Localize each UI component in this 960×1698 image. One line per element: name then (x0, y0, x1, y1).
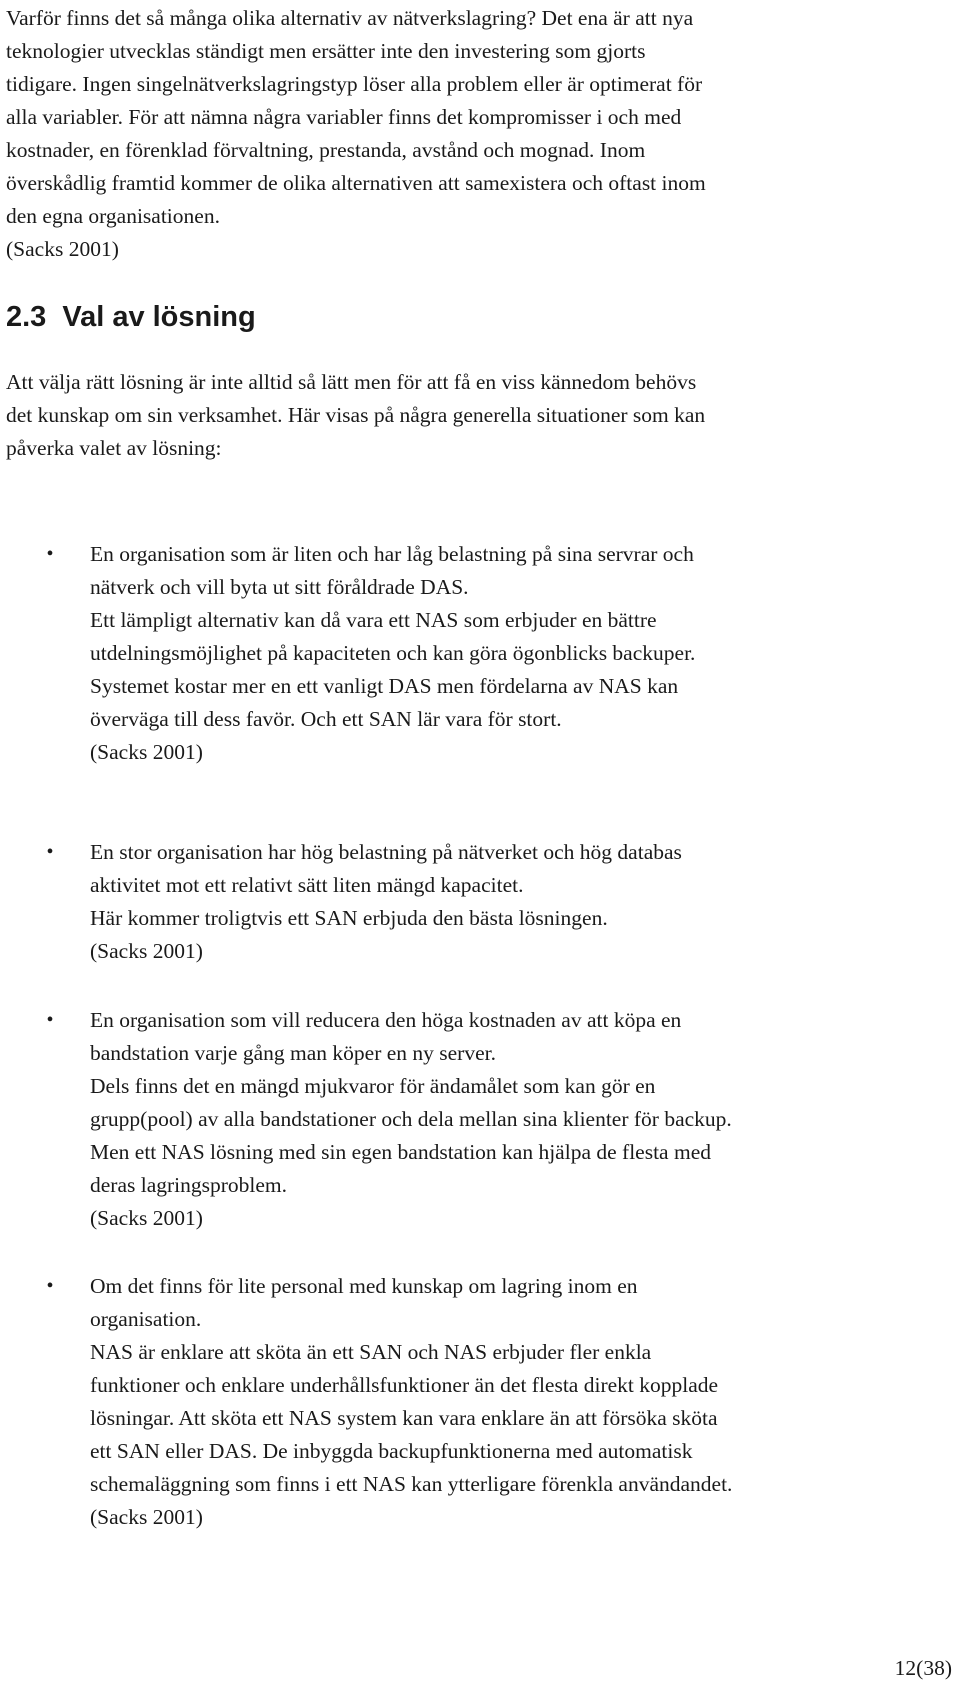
text-line: Ett lämpligt alternativ kan då vara ett NAS som erbjuder en bättre (90, 608, 657, 632)
text-line: tidigare. Ingen singelnätverkslagringstyp löser alla problem eller är optimerat för (6, 72, 703, 96)
page-number: 12(38) (894, 1656, 952, 1680)
text-line: Varför finns det så många olika alternativ av nätverkslagring? Det ena är att nya (6, 6, 694, 30)
text-line: deras lagringsproblem. (90, 1173, 288, 1197)
text-line: bandstation varje gång man köper en ny server. (90, 1041, 496, 1065)
text-line: utdelningsmöjlighet på kapaciteten och kan göra ögonblicks backuper. (90, 641, 696, 665)
lead-paragraph (6, 366, 960, 465)
text-line: Dels finns det en mängd mjukvaror för ändamålet som kan gör en (90, 1074, 656, 1098)
text-line: Att välja rätt lösning är inte alltid så lätt men för att få en viss kännedom behövs (6, 370, 697, 394)
text-line: Om det finns för lite personal med kunskap om lagring inom en (90, 1274, 638, 1298)
citation: (Sacks 2001) (6, 237, 119, 261)
intro-paragraph (6, 2, 960, 266)
text-line: En organisation som vill reducera den höga kostnaden av att köpa en (90, 1008, 682, 1032)
text-line: funktioner och enklare underhållsfunktioner än det flesta direkt kopplade (90, 1373, 719, 1397)
text-line: NAS är enklare att sköta än ett SAN och NAS erbjuder fler enkla (90, 1340, 652, 1364)
citation: (Sacks 2001) (90, 740, 203, 764)
text-line: ett SAN eller DAS. De inbyggda backupfunktionerna med automatisk (90, 1439, 693, 1463)
text-line: En stor organisation har hög belastning på nätverket och hög databas (90, 840, 682, 864)
bullet-marker: • (46, 543, 54, 565)
citation: (Sacks 2001) (90, 1505, 203, 1529)
text-line: lösningar. Att sköta ett NAS system kan vara enklare än att försöka sköta (90, 1406, 718, 1430)
section-number: 2.3 (6, 301, 47, 333)
text-line: Systemet kostar mer en ett vanligt DAS men fördelarna av NAS kan (90, 674, 679, 698)
citation: (Sacks 2001) (90, 939, 203, 963)
text-line: Men ett NAS lösning med sin egen bandstation kan hjälpa de flesta med (90, 1140, 711, 1164)
text-line: Här kommer troligtvis ett SAN erbjuda den bästa lösningen. (90, 906, 608, 930)
text-line: schemaläggning som finns i ett NAS kan ytterligare förenkla användandet. (90, 1472, 733, 1496)
text-line: kostnader, en förenklad förvaltning, prestanda, avstånd och mognad. Inom (6, 138, 646, 162)
text-line: överväga till dess favör. Och ett SAN lär vara för stort. (90, 707, 562, 731)
text-line: det kunskap om sin verksamhet. Här visas på några generella situationer som kan (6, 403, 706, 427)
text-line: den egna organisationen. (6, 204, 220, 228)
text-line: alla variabler. För att nämna några variabler finns det kompromisser i och med (6, 105, 682, 129)
text-line: överskådlig framtid kommer de olika alternativen att samexistera och oftast inom (6, 171, 706, 195)
text-line: En organisation som är liten och har låg belastning på sina servrar och (90, 542, 694, 566)
bullet-marker: • (46, 1009, 54, 1031)
text-line: grupp(pool) av alla bandstationer och dela mellan sina klienter för backup. (90, 1107, 732, 1131)
text-line: påverka valet av lösning: (6, 436, 222, 460)
text-line: teknologier utvecklas ständigt men ersätter inte den investering som gjorts (6, 39, 646, 63)
text-line: aktivitet mot ett relativt sätt liten mängd kapacitet. (90, 873, 524, 897)
text-line: nätverk och vill byta ut sitt föråldrade DAS. (90, 575, 469, 599)
section-title: Val av lösning (62, 301, 256, 333)
section-heading (6, 297, 256, 337)
bullet-marker: • (46, 841, 54, 863)
text-line: organisation. (90, 1307, 202, 1331)
citation: (Sacks 2001) (90, 1206, 203, 1230)
bullet-marker: • (46, 1275, 54, 1297)
